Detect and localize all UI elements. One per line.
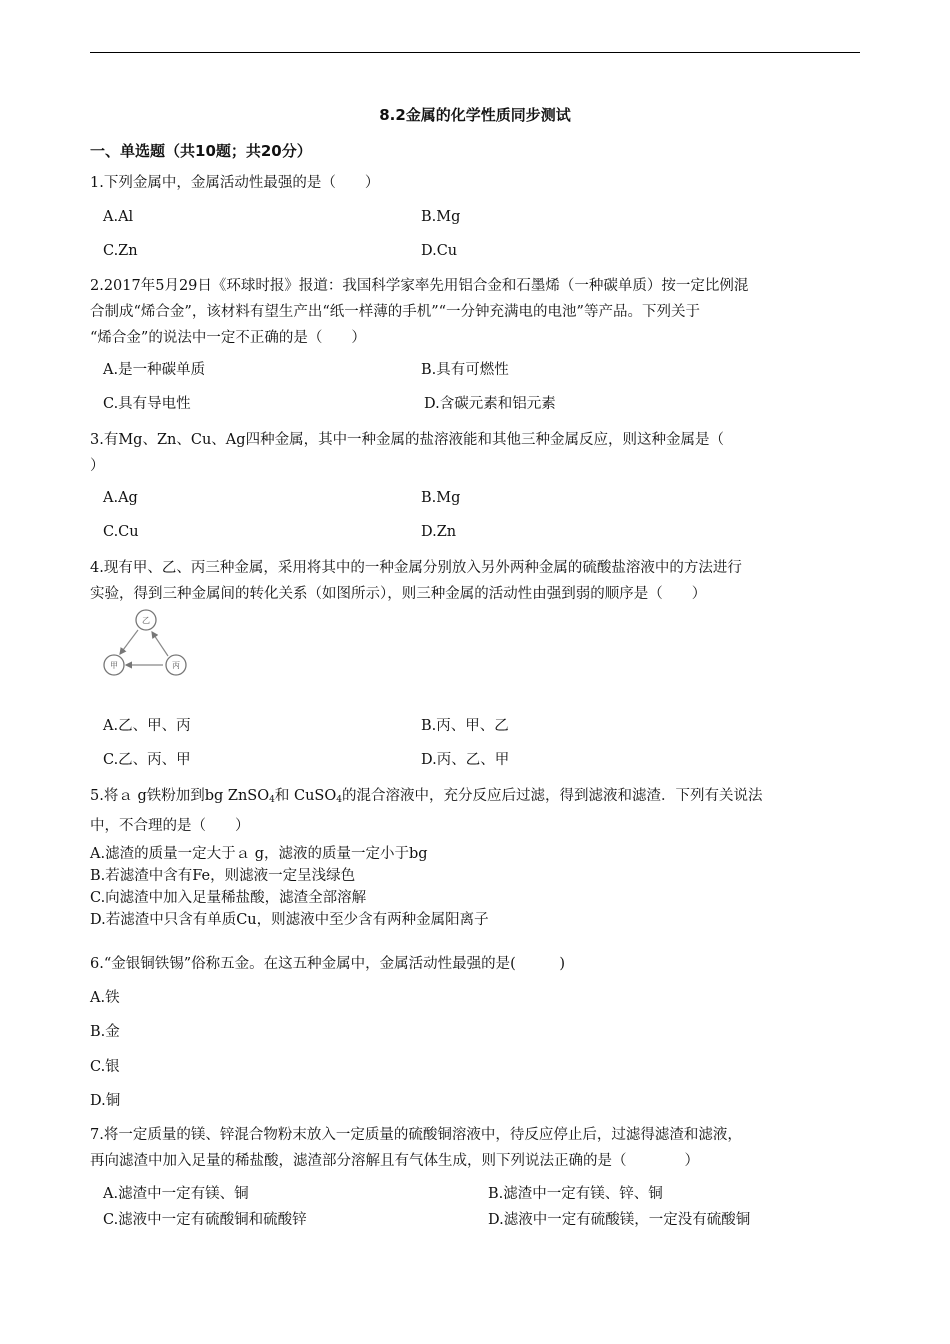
question-1-stem: 1.下列金属中，金属活动性最强的是（ ） bbox=[90, 175, 380, 191]
question-5-option-b[interactable]: B.若滤渣中含有Fe，则滤液一定呈浅绿色 bbox=[90, 868, 356, 884]
question-3-option-a[interactable]: A.Ag bbox=[103, 490, 138, 506]
question-3-stem: 3.有Mg、Zn、Cu、Ag四种金属，其中一种金属的盐溶液能和其他三种金属反应，则这种金属是（ ） bbox=[90, 432, 725, 474]
question-2-option-d[interactable]: D.含碳元素和铝元素 bbox=[424, 396, 556, 412]
header-rule bbox=[90, 52, 860, 53]
question-2-stem: 2.2017年5月29日《环球时报》报道：我国科学家率先用铝合金和石墨烯（一种碳单质）按一定比例混 合制成“烯合金”，该材料有望生产出“纸一样薄的手机”“一分钟充满电的电池”等产品。下列关于 “烯合金”的说法中一定不正确的是（ ） bbox=[90, 278, 749, 346]
question-6-option-d[interactable]: D.铜 bbox=[90, 1093, 121, 1109]
arrow-bing-to-yi bbox=[152, 632, 168, 656]
question-1-option-b[interactable]: B.Mg bbox=[421, 209, 461, 225]
question-5-option-d[interactable]: D.若滤渣中只含有单质Cu，则滤液中至少含有两种金属阳离子 bbox=[90, 912, 489, 928]
question-1-option-d[interactable]: D.Cu bbox=[421, 243, 458, 259]
question-1-option-a[interactable]: A.Al bbox=[103, 209, 134, 225]
question-4-option-b[interactable]: B.丙、甲、乙 bbox=[421, 718, 509, 734]
question-6-option-b[interactable]: B.金 bbox=[90, 1024, 120, 1040]
question-4-option-d[interactable]: D.丙、乙、甲 bbox=[421, 752, 510, 768]
question-2-option-b[interactable]: B.具有可燃性 bbox=[421, 362, 509, 378]
node-bing-label: 丙 bbox=[172, 661, 180, 670]
question-7-option-a[interactable]: A.滤渣中一定有镁、铜 bbox=[103, 1186, 249, 1202]
question-2-option-c[interactable]: C.具有导电性 bbox=[103, 396, 191, 412]
node-jia-label: 甲 bbox=[110, 661, 118, 670]
question-6-stem: 6.“金银铜铁锡”俗称五金。在这五种金属中，金属活动性最强的是( ) bbox=[90, 956, 565, 972]
question-6-option-c[interactable]: C.银 bbox=[90, 1059, 120, 1075]
node-yi-label: 乙 bbox=[142, 616, 150, 625]
page-title: 8.2金属的化学性质同步测试 bbox=[379, 106, 571, 124]
question-2-option-a[interactable]: A.是一种碳单质 bbox=[103, 362, 206, 378]
question-7-option-c[interactable]: C.滤液中一定有硫酸铜和硫酸锌 bbox=[103, 1212, 307, 1228]
conversion-diagram bbox=[96, 606, 196, 682]
section-heading: 一、单选题（共10题；共20分） bbox=[90, 142, 312, 160]
question-1-option-c[interactable]: C.Zn bbox=[103, 243, 138, 259]
question-5-options bbox=[90, 843, 489, 931]
question-7-stem: 7.将一定质量的镁、锌混合物粉末放入一定质量的硫酸铜溶液中，待反应停止后，过滤得滤渣和滤液， 再向滤渣中加入足量的稀盐酸，滤渣部分溶解且有气体生成，则下列说法正确的是（ ） bbox=[90, 1127, 742, 1169]
question-3-option-b[interactable]: B.Mg bbox=[421, 490, 461, 506]
question-5-option-a[interactable]: A.滤渣的质量一定大于ａ g，滤液的质量一定小于bg bbox=[90, 846, 428, 862]
question-3-option-c[interactable]: C.Cu bbox=[103, 524, 139, 540]
question-5-stem: 5.将ａ g铁粉加到bg ZnSO$_4$和 CuSO$_4$的混合溶液中，充分反应后过滤，得到滤液和滤渣．下列有关说法 中，不合理的是（ ） bbox=[90, 788, 763, 834]
question-4-option-a[interactable]: A.乙、甲、丙 bbox=[103, 718, 191, 734]
question-4-option-c[interactable]: C.乙、丙、甲 bbox=[103, 752, 191, 768]
question-4-stem: 4.现有甲、乙、丙三种金属，采用将其中的一种金属分别放入另外两种金属的硫酸盐溶液中的方法进行 实验，得到三种金属间的转化关系（如图所示），则三种金属的活动性由强到弱的顺序是（ ） bbox=[90, 560, 742, 602]
question-5-option-c[interactable]: C.向滤渣中加入足量稀盐酸，滤渣全部溶解 bbox=[90, 890, 367, 906]
question-3-option-d[interactable]: D.Zn bbox=[421, 524, 457, 540]
arrow-yi-to-jia bbox=[120, 630, 138, 654]
question-7-option-d[interactable]: D.滤液中一定有硫酸镁，一定没有硫酸铜 bbox=[488, 1212, 751, 1228]
question-7-option-b[interactable]: B.滤渣中一定有镁、锌、铜 bbox=[488, 1186, 663, 1202]
question-6-option-a[interactable]: A.铁 bbox=[90, 990, 120, 1006]
